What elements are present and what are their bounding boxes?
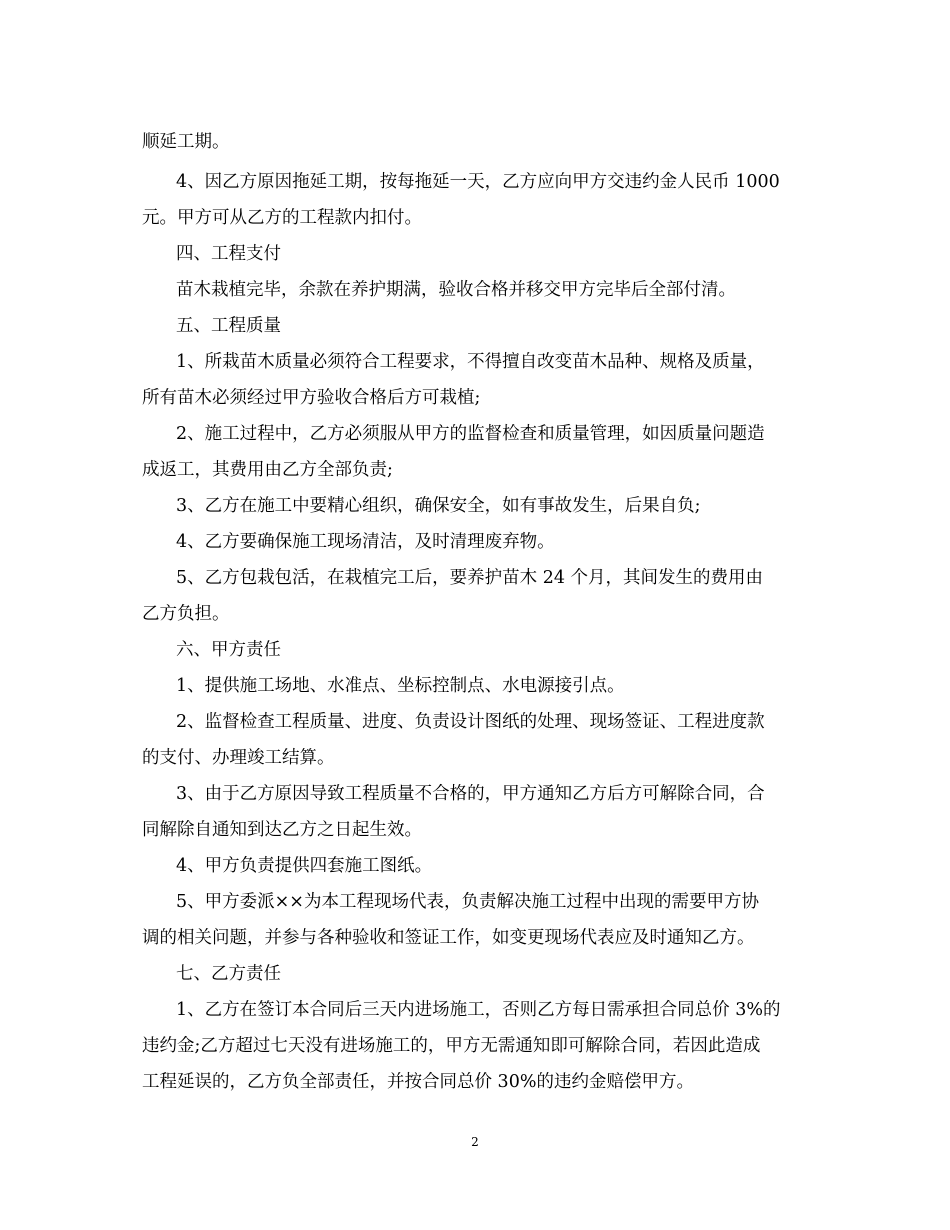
text-line: 4、乙方要确保施工现场清洁，及时清理废弃物。 xyxy=(176,532,555,552)
text-line: 工程延误的，乙方负全部责任，并按合同总价 30%的违约金赔偿甲方。 xyxy=(142,1072,694,1092)
text-line: 同解除自通知到达乙方之日起生效。 xyxy=(142,820,422,840)
text-line: 调的相关问题，并参与各种验收和签证工作，如变更现场代表应及时通知乙方。 xyxy=(142,928,755,948)
section-heading: 五、工程质量 xyxy=(176,316,281,336)
text-line: 3、由于乙方原因导致工程质量不合格的，甲方通知乙方后方可解除合同，合 xyxy=(176,784,765,804)
text-line: 2、施工过程中，乙方必须服从甲方的监督检查和质量管理，如因质量问题造 xyxy=(176,424,765,444)
text-line: 5、乙方包栽包活，在栽植完工后，要养护苗木 24 个月，其间发生的费用由 xyxy=(176,568,764,588)
section-heading: 七、乙方责任 xyxy=(176,964,281,984)
page-number: 2 xyxy=(471,1135,479,1149)
text-line: 违约金;乙方超过七天没有进场施工的，甲方无需通知即可解除合同，若因此造成 xyxy=(142,1036,761,1056)
text-line: 苗木栽植完毕，余款在养护期满，验收合格并移交甲方完毕后全部付清。 xyxy=(176,280,736,300)
text-line: 元。甲方可从乙方的工程款内扣付。 xyxy=(142,208,422,228)
text-line: 2、监督检查工程质量、进度、负责设计图纸的处理、现场签证、工程进度款 xyxy=(176,712,765,732)
text-line: 1、乙方在签订本合同后三天内进场施工，否则乙方每日需承担合同总价 3%的 xyxy=(176,1000,781,1020)
text-line: 1、提供施工场地、水准点、坐标控制点、水电源接引点。 xyxy=(176,676,625,696)
text-line: 4、甲方负责提供四套施工图纸。 xyxy=(176,856,433,876)
text-line: 3、乙方在施工中要精心组织，确保安全，如有事故发生，后果自负; xyxy=(176,496,701,516)
text-line: 5、甲方委派××为本工程现场代表，负责解决施工过程中出现的需要甲方协 xyxy=(176,892,759,912)
section-heading: 六、甲方责任 xyxy=(176,640,281,660)
text-line: 所有苗木必须经过甲方验收合格后方可栽植; xyxy=(142,388,481,408)
text-line: 成返工，其费用由乙方全部负责; xyxy=(142,460,393,480)
text-line: 顺延工期。 xyxy=(142,132,230,152)
text-line: 4、因乙方原因拖延工期，按每拖延一天，乙方应向甲方交违约金人民币 1000 xyxy=(176,172,780,192)
text-line: 的支付、办理竣工结算。 xyxy=(142,748,335,768)
text-line: 1、所栽苗木质量必须符合工程要求，不得擅自改变苗木品种、规格及质量， xyxy=(176,352,765,372)
text-line: 乙方负担。 xyxy=(142,604,230,624)
section-heading: 四、工程支付 xyxy=(176,244,281,264)
